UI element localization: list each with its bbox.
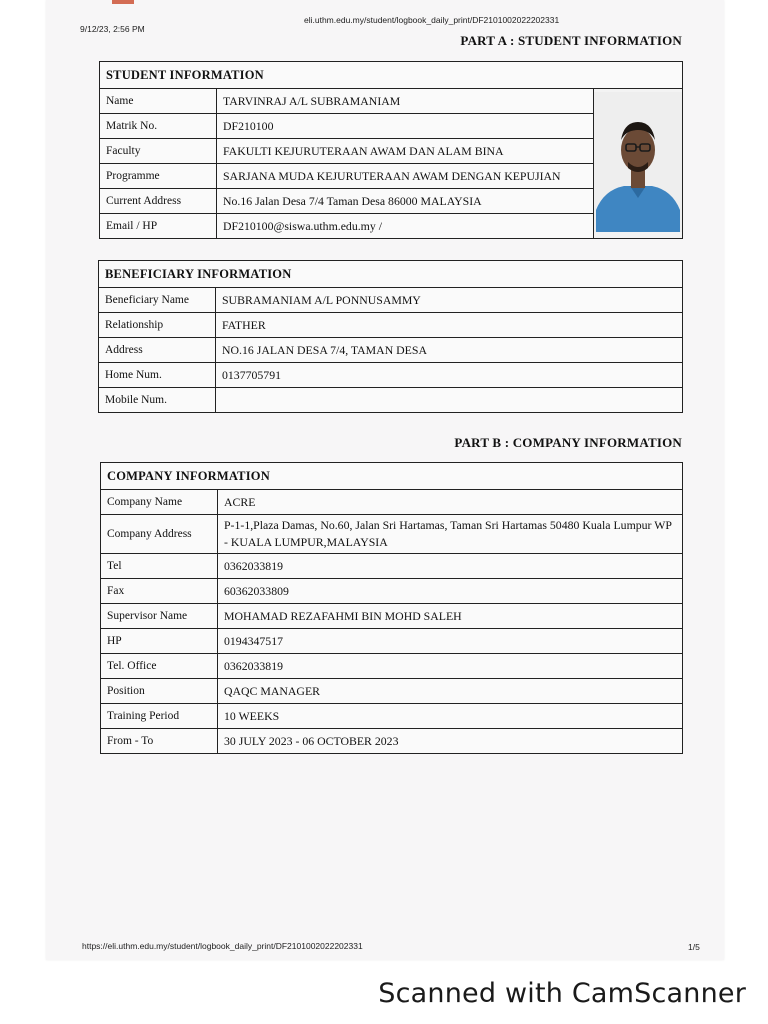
row-value: TARVINRAJ A/L SUBRAMANIAM [217, 89, 594, 114]
row-value: No.16 Jalan Desa 7/4 Taman Desa 86000 MALAYSIA [217, 189, 594, 214]
row-value: NO.16 JALAN DESA 7/4, TAMAN DESA [216, 338, 683, 363]
row-value: P-1-1,Plaza Damas, No.60, Jalan Sri Hartamas, Taman Sri Hartamas 50480 Kuala Lumpur WP - KUALA LUMPUR,MALAYSIA [218, 515, 683, 554]
student-photo [594, 89, 683, 239]
row-label: Fax [101, 579, 218, 604]
part-b-title: PART B : COMPANY INFORMATION [454, 435, 682, 450]
row-label: From - To [101, 729, 218, 754]
row-value: 10 WEEKS [218, 704, 683, 729]
table-row [101, 729, 683, 754]
print-url: eli.uthm.edu.my/student/logbook_daily_print/DF2101002022202331 [304, 15, 560, 25]
row-label: Home Num. [99, 363, 216, 388]
table-row [99, 313, 683, 338]
row-value: DF210100 [217, 114, 594, 139]
table-row [100, 89, 683, 114]
row-value: 0194347517 [218, 629, 683, 654]
row-value: 0362033819 [218, 554, 683, 579]
table-row [99, 388, 683, 413]
student-photo-image [594, 92, 682, 232]
row-value: 60362033809 [218, 579, 683, 604]
row-value: QAQC MANAGER [218, 679, 683, 704]
beneficiary-info-heading: BENEFICIARY INFORMATION [99, 261, 683, 288]
row-label: Company Address [101, 515, 218, 554]
row-label: Current Address [100, 189, 217, 214]
row-label: Faculty [100, 139, 217, 164]
row-label: Company Name [101, 490, 218, 515]
row-label: Mobile Num. [99, 388, 216, 413]
beneficiary-info-table [98, 260, 683, 413]
table-row [101, 654, 683, 679]
table-row [101, 515, 683, 554]
row-value: 0137705791 [216, 363, 683, 388]
row-label: Training Period [101, 704, 218, 729]
table-row [101, 490, 683, 515]
part-a-title: PART A : STUDENT INFORMATION [460, 33, 682, 48]
row-value: 0362033819 [218, 654, 683, 679]
row-label: Supervisor Name [101, 604, 218, 629]
table-row [99, 288, 683, 313]
row-value: SUBRAMANIAM A/L PONNUSAMMY [216, 288, 683, 313]
table-row [99, 338, 683, 363]
row-value: SARJANA MUDA KEJURUTERAAN AWAM DENGAN KEPUJIAN [217, 164, 594, 189]
row-label: Name [100, 89, 217, 114]
row-value: MOHAMAD REZAFAHMI BIN MOHD SALEH [218, 604, 683, 629]
row-value: ACRE [218, 490, 683, 515]
camscanner-watermark: Scanned with CamScanner [378, 978, 746, 1009]
company-info-table [100, 462, 683, 754]
table-row [101, 579, 683, 604]
company-info-heading: COMPANY INFORMATION [101, 463, 683, 490]
page-number: 1/5 [688, 942, 700, 952]
table-row [101, 629, 683, 654]
row-label: Programme [100, 164, 217, 189]
paper-edge-mark [112, 0, 134, 4]
print-datetime: 9/12/23, 2:56 PM [80, 24, 145, 34]
row-value: FATHER [216, 313, 683, 338]
row-label: Beneficiary Name [99, 288, 216, 313]
table-row [101, 679, 683, 704]
row-label: Email / HP [100, 214, 217, 239]
row-value: FAKULTI KEJURUTERAAN AWAM DAN ALAM BINA [217, 139, 594, 164]
table-row [101, 604, 683, 629]
table-row [101, 554, 683, 579]
row-value: 30 JULY 2023 - 06 OCTOBER 2023 [218, 729, 683, 754]
row-label: Tel. Office [101, 654, 218, 679]
row-label: Position [101, 679, 218, 704]
row-label: HP [101, 629, 218, 654]
footer-url: https://eli.uthm.edu.my/student/logbook_daily_print/DF2101002022202331 [82, 941, 363, 951]
student-info-table [99, 61, 683, 239]
table-row [101, 704, 683, 729]
row-label: Relationship [99, 313, 216, 338]
row-value: DF210100@siswa.uthm.edu.my / [217, 214, 594, 239]
row-label: Matrik No. [100, 114, 217, 139]
table-row [99, 363, 683, 388]
row-label: Tel [101, 554, 218, 579]
student-info-heading: STUDENT INFORMATION [100, 62, 683, 89]
row-value [216, 388, 683, 413]
row-label: Address [99, 338, 216, 363]
